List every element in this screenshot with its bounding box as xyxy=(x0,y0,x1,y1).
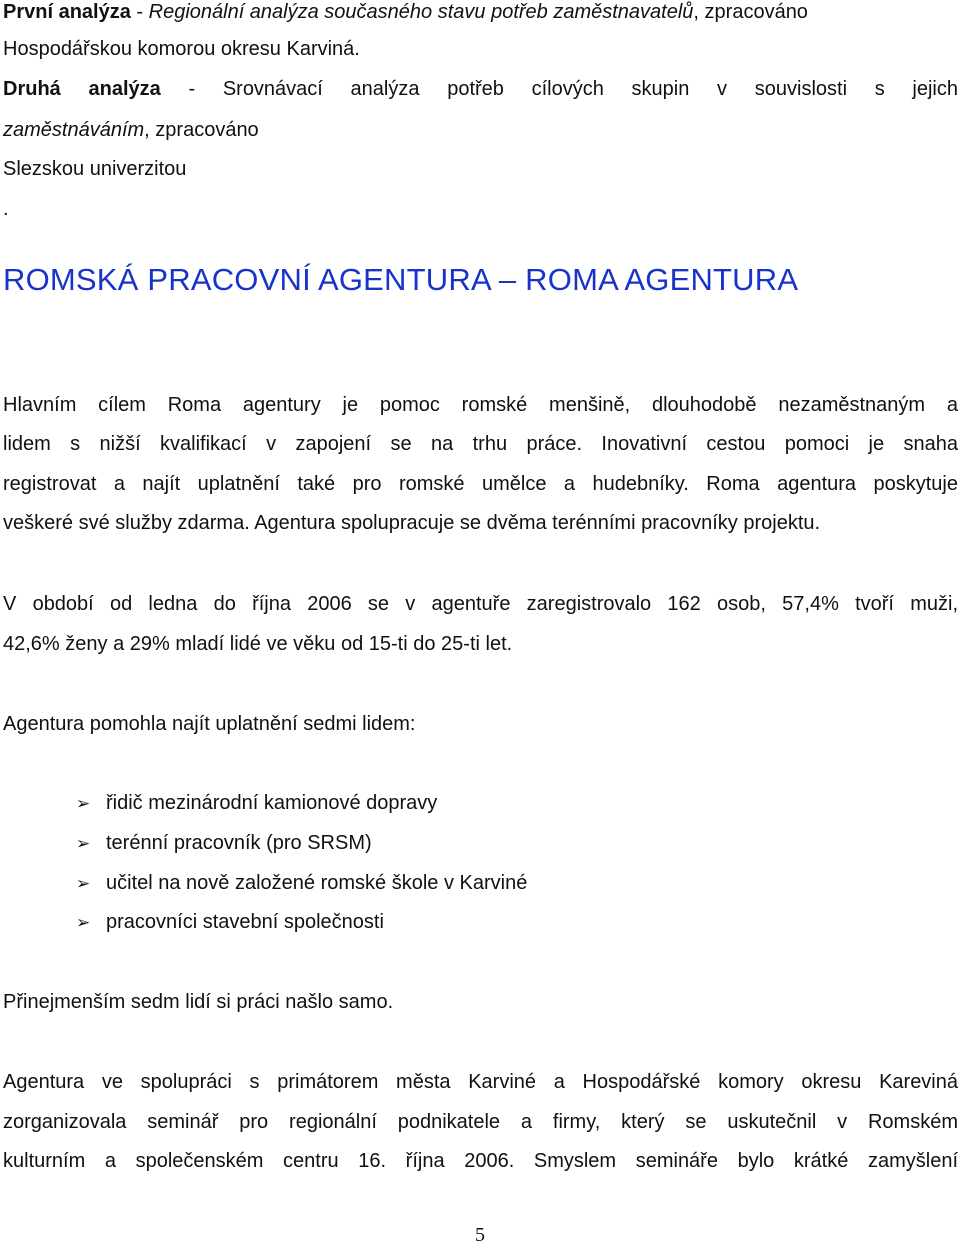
list-item xyxy=(76,831,372,856)
list-item-label: terénní pracovník (pro SRSM) xyxy=(106,832,372,854)
arrowhead-bullet-icon: ➢ xyxy=(76,794,91,813)
page-number: 5 xyxy=(475,1224,485,1246)
intro-line-4 xyxy=(3,118,259,142)
second-analysis-label: Druhá analýza xyxy=(3,78,161,100)
second-analysis-title-end: zaměstnáváním xyxy=(3,119,145,141)
stray-dot: . xyxy=(3,198,9,220)
first-analysis-suffix: , zpracováno xyxy=(693,1,808,23)
para1-line-1: Hlavním cílem Roma agentury je pomoc romské menšině, dlouhodobě nezaměstnaným a xyxy=(3,394,958,416)
intro-line-5: Slezskou univerzitou xyxy=(3,158,187,180)
para5-line-1: Agentura ve spolupráci s primátorem města Karviné a Hospodářské komory okresu Kareviná xyxy=(3,1071,958,1093)
para2-line-1: V období od ledna do října 2006 se v agentuře zaregistrovalo 162 osob, 57,4% tvoří muži, xyxy=(3,593,958,615)
list-item xyxy=(76,910,384,935)
list-item-label: učitel na nově založené romské škole v Karviné xyxy=(106,872,528,894)
second-analysis-title: Srovnávací analýza potřeb cílových skupin v souvislosti s jejich xyxy=(222,78,958,100)
first-analysis-title: Regionální analýza současného stavu potřeb zaměstnavatelů xyxy=(148,1,694,23)
arrowhead-bullet-icon: ➢ xyxy=(76,834,91,853)
para1-line-2: lidem s nižší kvalifikací v zapojení se na trhu práce. Inovativní cestou pomoci je snaha xyxy=(3,433,958,455)
para5-line-3: kulturním a společenském centru 16. října 2006. Smyslem semináře bylo krátké zamyšlení xyxy=(3,1150,958,1172)
para1-line-4: veškeré své služby zdarma. Agentura spolupracuje se dvěma terénními pracovníky projektu. xyxy=(3,512,821,534)
first-analysis-label: První analýza xyxy=(3,1,131,23)
arrowhead-bullet-icon: ➢ xyxy=(76,913,91,932)
list-item-label: pracovníci stavební společnosti xyxy=(106,911,384,933)
para5-line-2: zorganizovala seminář pro regionální podnikatele a firmy, který se uskutečnil v Romském xyxy=(3,1111,958,1133)
intro-line-3 xyxy=(3,77,958,101)
arrowhead-bullet-icon: ➢ xyxy=(76,874,91,893)
second-analysis-suffix: , zpracováno xyxy=(144,119,259,141)
list-item-label: řidič mezinárodní kamionové dopravy xyxy=(106,792,438,814)
para2-line-2: 42,6% ženy a 29% mladí lidé ve věku od 15-ti do 25-ti let. xyxy=(3,633,513,655)
separator: - xyxy=(130,1,149,23)
intro-line-1 xyxy=(3,0,808,24)
para4: Přinejmenším sedm lidí si práci našlo samo. xyxy=(3,991,394,1013)
intro-line-2: Hospodářskou komorou okresu Karviná. xyxy=(3,38,360,60)
list-item xyxy=(76,871,527,896)
section-heading: ROMSKÁ PRACOVNÍ AGENTURA – ROMA AGENTURA xyxy=(3,262,799,297)
para3: Agentura pomohla najít uplatnění sedmi lidem: xyxy=(3,713,416,735)
para1-line-3: registrovat a najít uplatnění také pro romské umělce a hudebníky. Roma agentura poskytuje xyxy=(3,473,958,495)
list-item xyxy=(76,791,437,816)
separator: - xyxy=(160,78,223,100)
